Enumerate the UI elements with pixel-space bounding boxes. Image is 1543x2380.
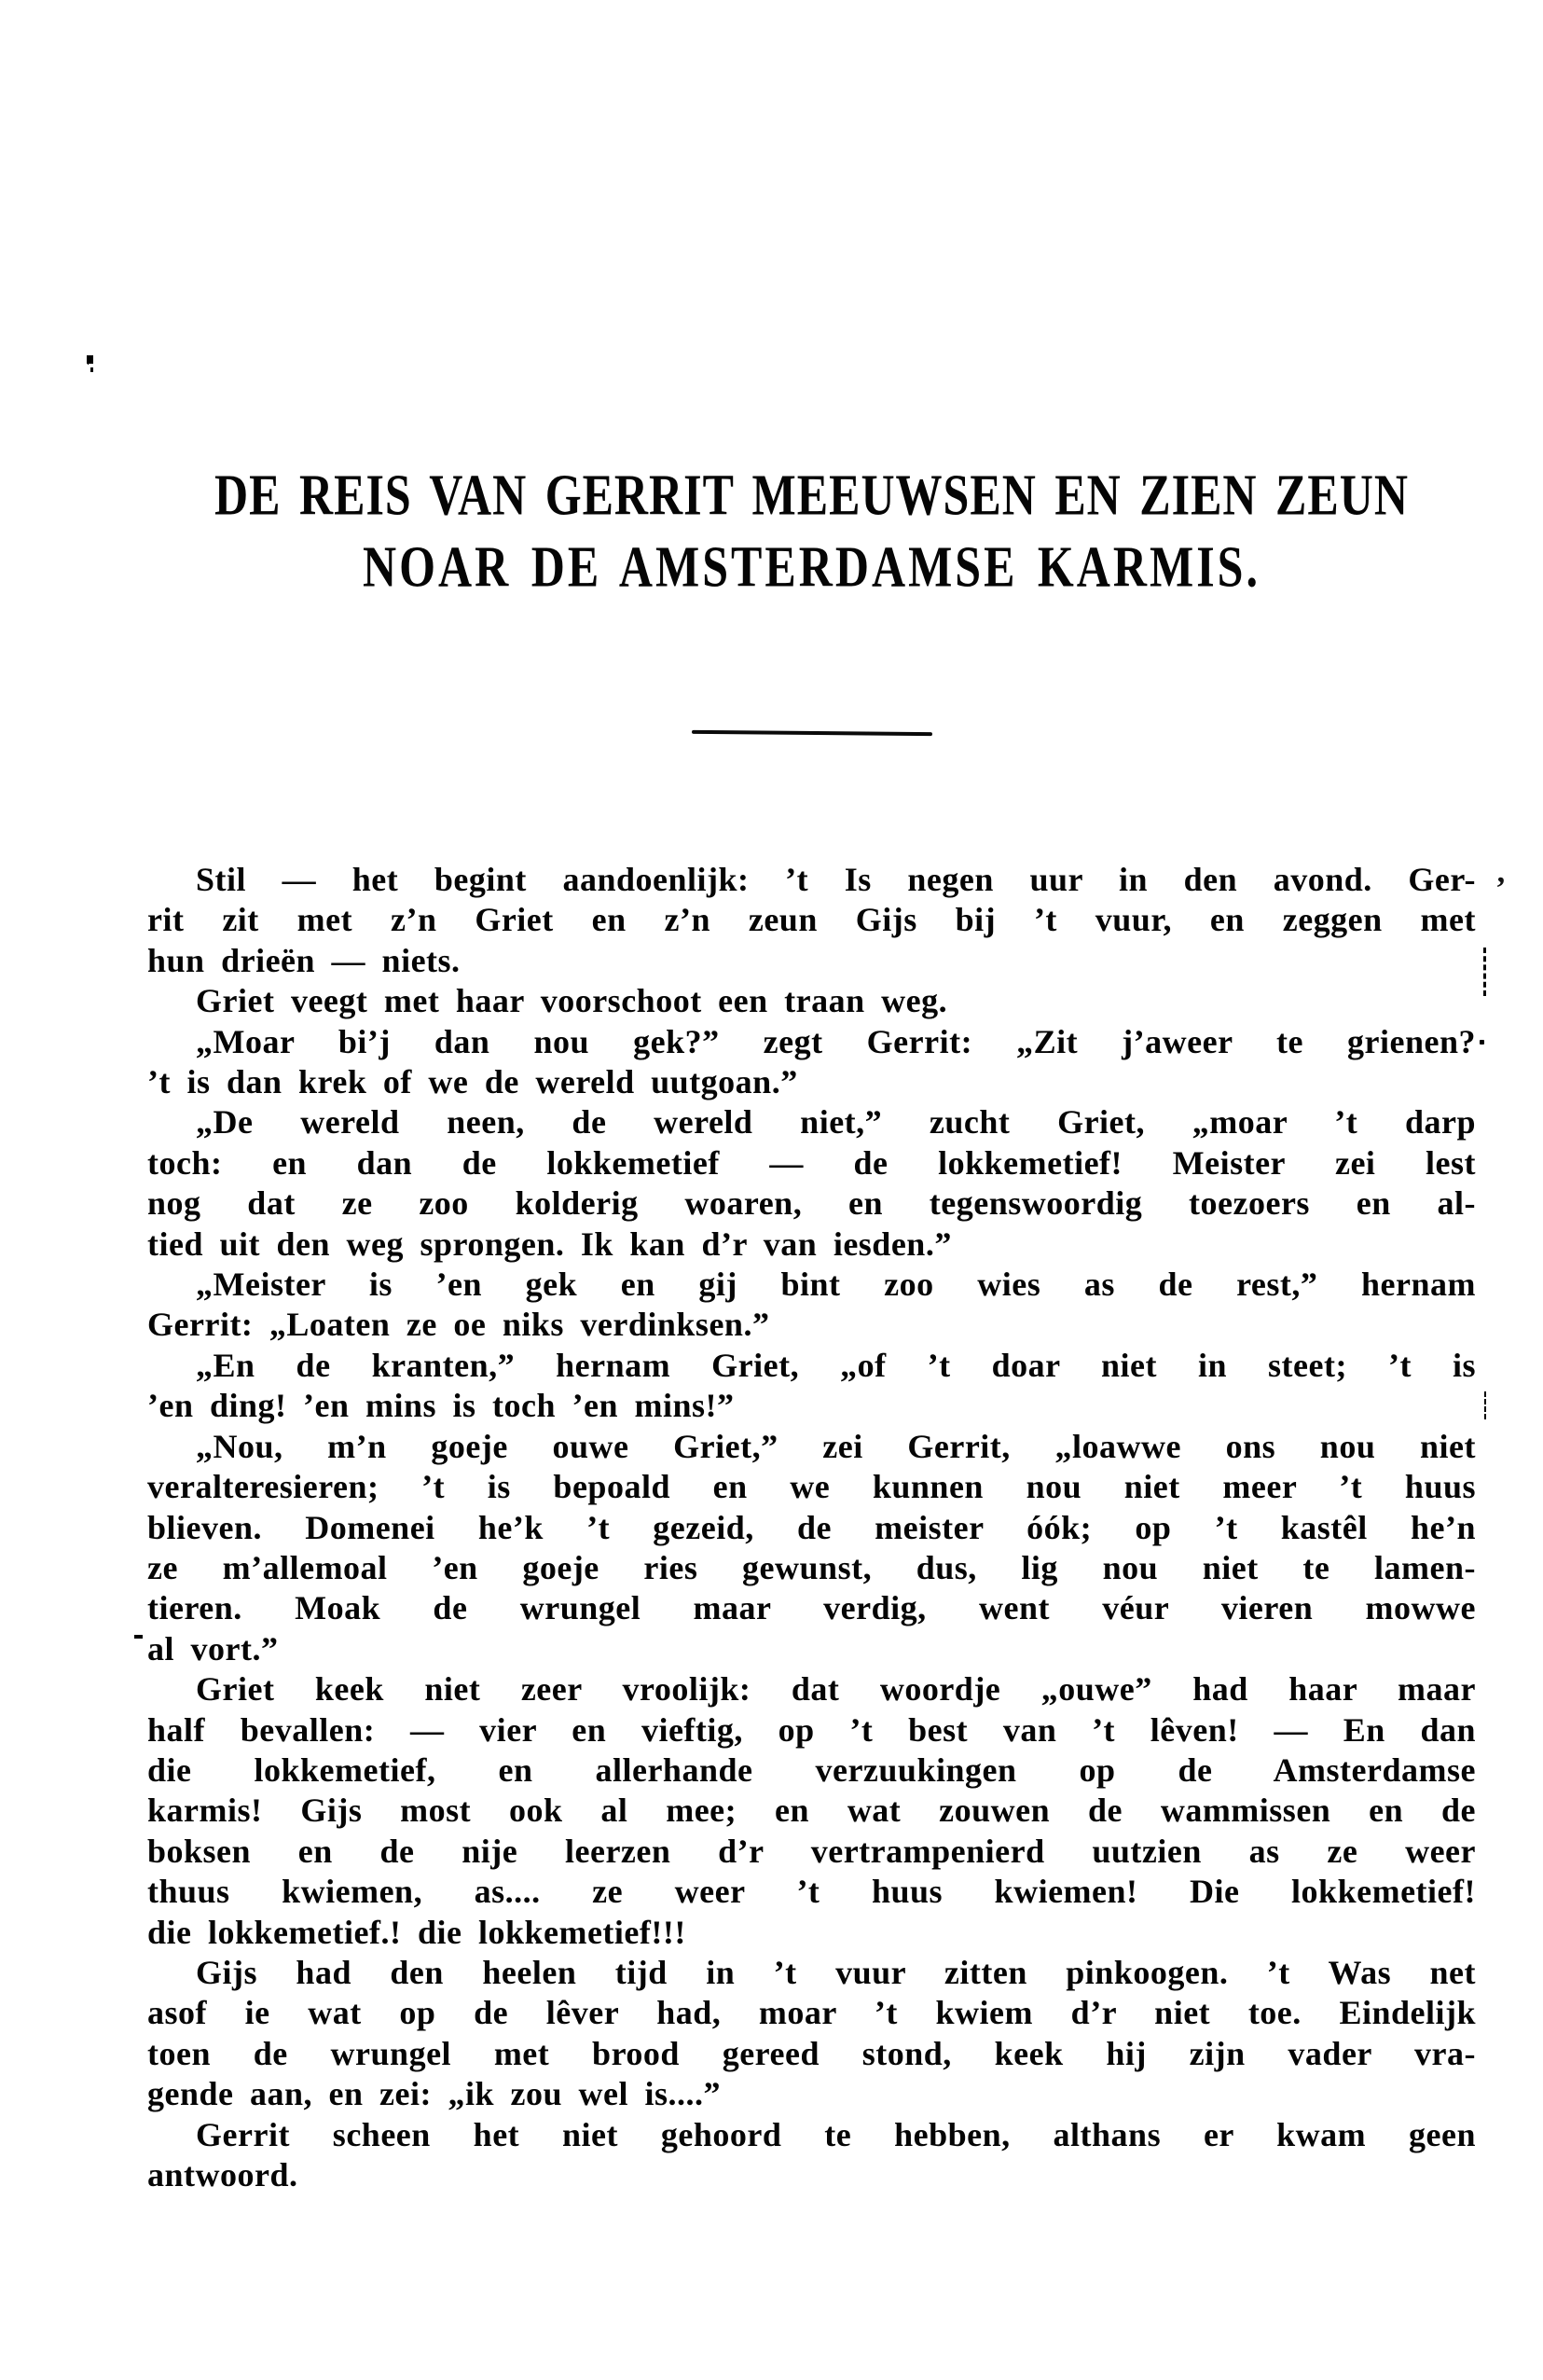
text-line: ’t is dan krek of we de wereld uutgoan.”	[147, 1063, 798, 1101]
scan-stray-mark-artifact: ’	[1495, 871, 1507, 906]
text-line: toen de wrungel met brood gereed stond, keek hij zijn vader vra-	[147, 2034, 1476, 2072]
scan-margin-dash-artifact	[1483, 948, 1486, 996]
text-line: tied uit den weg sprongen. Ik kan d’r van iesden.”	[147, 1225, 952, 1263]
body-text	[147, 860, 1476, 2195]
page-title	[147, 464, 1476, 607]
text-line: rit zit met z’n Griet en z’n zeun Gijs bij ’t vuur, en zeggen met	[147, 901, 1476, 939]
text-line: thuus kwiemen, as.... ze weer ’t huus kwiemen! Die lokkemetief!	[147, 1873, 1476, 1911]
text-line: antwoord.	[147, 2156, 298, 2193]
text-line: nog dat ze zoo kolderig woaren, en tegenswoordig toezoers en al-	[147, 1184, 1476, 1223]
title-divider-rule	[692, 730, 932, 736]
text-line: „Meister is ’en gek en gij bint zoo wies as de rest,” hernam	[196, 1266, 1476, 1304]
text-line: tieren. Moak de wrungel maar verdig, went véur vieren mowwe	[147, 1589, 1476, 1627]
text-line: die lokkemetief, en allerhande verzuukingen op de Amsterdamse	[147, 1750, 1476, 1789]
scan-speck-artifact	[87, 355, 93, 364]
text-line: Griet veegt met haar voorschoot een traan weg.	[196, 982, 948, 1020]
text-line: Gerrit scheen het niet gehoord te hebben, althans er kwam geen	[196, 2115, 1476, 2153]
text-line: ze m’allemoal ’en goeje ries gewunst, dus, lig nou niet te lamen-	[147, 1548, 1476, 1586]
scan-margin-dash-artifact	[1484, 1391, 1486, 1419]
text-line: „Nou, m’n goeje ouwe Griet,” zei Gerrit, „loawwe ons nou niet	[196, 1427, 1476, 1465]
text-line: ’en ding! ’en mins is toch ’en mins!”	[147, 1387, 735, 1425]
text-line: asof ie wat op de lêver had, moar ’t kwiem d’r niet toe. Eindelijk	[147, 1994, 1476, 2032]
text-line: al vort.”	[147, 1629, 279, 1667]
title-line-1: DE REIS VAN GERRIT MEEUWSEN EN ZIEN ZEUN	[214, 462, 1409, 528]
text-line: half bevallen: — vier en vieftig, op ’t best van ’t lêven! — En dan	[147, 1710, 1476, 1749]
text-line: „En de kranten,” hernam Griet, „of ’t doar niet in steet; ’t is	[196, 1346, 1476, 1384]
text-line: Gerrit: „Loaten ze oe niks verdinksen.”	[147, 1306, 770, 1344]
text-line: blieven. Domenei he’k ’t gezeid, de meister óók; op ’t kastêl he’n	[147, 1508, 1476, 1546]
scan-left-speck-artifact	[134, 1635, 143, 1639]
text-line: Stil — het begint aandoenlijk: ’t Is negen uur in den avond. Ger-	[196, 861, 1476, 898]
title-line-2: NOAR DE AMSTERDAMSE KARMIS.	[363, 533, 1261, 600]
text-line: „Moar bi’j dan nou gek?” zegt Gerrit: „Zit j’aweer te grienen?	[196, 1022, 1476, 1060]
text-line: Gijs had den heelen tijd in ’t vuur zitten pinkoogen. ’t Was net	[196, 1953, 1476, 1991]
text-line: karmis! Gijs most ook al mee; en wat zouwen de wammissen en de	[147, 1792, 1476, 1830]
text-line: „De wereld neen, de wereld niet,” zucht Griet, „moar ’t darp	[196, 1103, 1476, 1142]
scan-margin-dot-artifact	[1480, 1040, 1484, 1045]
text-line: boksen en de nije leerzen d’r vertrampenierd uutzien as ze weer	[147, 1832, 1476, 1870]
text-line: gende aan, en zei: „ik zou wel is....”	[147, 2075, 721, 2113]
text-line: hun drieën — niets.	[147, 941, 461, 979]
text-line: veralteresieren; ’t is bepoald en we kunnen nou niet meer ’t huus	[147, 1468, 1476, 1506]
text-line: toch: en dan de lokkemetief — de lokkemetief! Meister zei lest	[147, 1143, 1476, 1182]
text-line: die lokkemetief.! die lokkemetief!!!	[147, 1913, 686, 1951]
text-line: Griet keek niet zeer vroolijk: dat woordje „ouwe” had haar maar	[196, 1670, 1476, 1709]
